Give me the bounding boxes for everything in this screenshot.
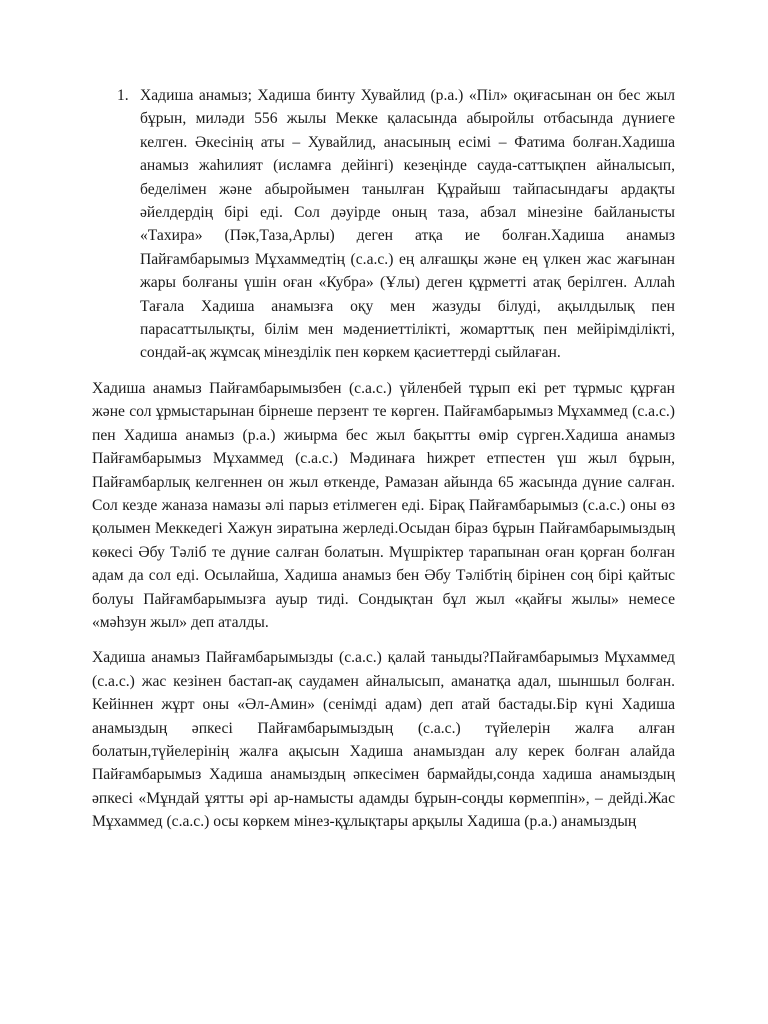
paragraph-1: Хадиша анамыз Пайғамбарымызбен (с.а.с.) үйленбей тұрып екі рет тұрмыс құрған және сол ұрмыстарынан бірнеше перзент те көрген. Пайғамбарымыз Мұхаммед (с.а.с.) пен Хадиша анамыз (р.а.) жиырма бес жыл бақытты өмір сүрген.Хадиша анамыз Пайғамбарымыз Мұхаммед (с.а.с.) Мәдинаға һижрет етпестен үш жыл бұрын, Пайғамбарлық келгеннен он жыл өткенде, Рамазан айында 65 жасында дүние салған. Сол кезде жаназа намазы әлі парыз етілмеген еді. Бірақ Пайғамбарымыз (с.а.с.) оны өз қолымен Меккедегі Хажун зиратына жерледі.Осыдан біраз бұрын Пайғамбарымыздың көкесі Әбу Тәліб те дүние салған болатын. Мүшріктер тарапынан оған қорған болған адам да сол еді. Осылайша, Хадиша анамыз бен Әбу Тәлібтің бірінен соң бірі қайтыс болуы Пайғамбарымызға ауыр тиді. Сондықтан бұл жыл «қайғы жылы» немесе «мәһзун жыл» деп аталды. <box>92 379 675 631</box>
document-page <box>92 84 675 846</box>
list-number: 1. <box>117 87 129 104</box>
list-item-text: Хадиша анамыз; Хадиша бинту Хувайлид (р.а.) «Піл» оқиғасынан он бес жыл бұрын, миләди 556 жылы Мекке қаласында абыройлы отбасында дүниеге келген. Әкесінің аты – Хувайлид, анасының есімі – Фатима болған.Хадиша анамыз жаһилият (исламға дейінгі) кезеңінде сауда-саттықпен айналысып, беделімен және абыройымен танылған Құрайыш тайпасындағы ардақты әйелдердің бірі еді. Сол дәуірде оның таза, абзал мінезіне байланысты «Тахира» (Пәк,Таза,Арлы) деген атқа ие болған.Хадиша анамыз Пайғамбарымыз Мұхаммедтің (с.а.с.) ең алғашқы және ең үлкен жас жағынан жары болғаны үшін оған «Кубра» (Ұлы) деген құрметті атақ берілген. Аллаһ Тағала Хадиша анамызға оқу мен жазуды білуді, ақылдылық пен парасаттылықты, білім мен мәдениеттілікті, жомарттық пен мейірімділікті, сондай-ақ жұмсақ мінезділік пен көркем қасиеттерді сыйлаған. <box>140 87 675 362</box>
paragraph-2: Хадиша анамыз Пайғамбарымызды (с.а.с.) қалай таныды?Пайғамбарымыз Мұхаммед (с.а.с.) жас кезінен бастап-ақ саудамен айналысып, аманатқа адал, шыншыл болған. Кейіннен жұрт оны «Әл-Амин» (сенімді адам) деп атай бастады.Бір күні Хадиша анамыздың әпкесі Пайғамбарымыздың (с.а.с.) түйелерін жалға алған болатын,түйелерінің жалға ақысын Хадиша анамыздан алу керек болған алайда Пайғамбарымыз Хадиша анамыздың әпкесімен бармайды,сонда хадиша анамыздың әпкесі «Мұндай ұятты әрі ар-намысты адамды бұрын-соңды көрмеппін», – дейді.Жас Мұхаммед (с.а.с.) осы көркем мінез-құлықтары арқылы Хадиша (р.а.) анамыздың <box>92 649 675 831</box>
numbered-list-item <box>92 84 675 365</box>
